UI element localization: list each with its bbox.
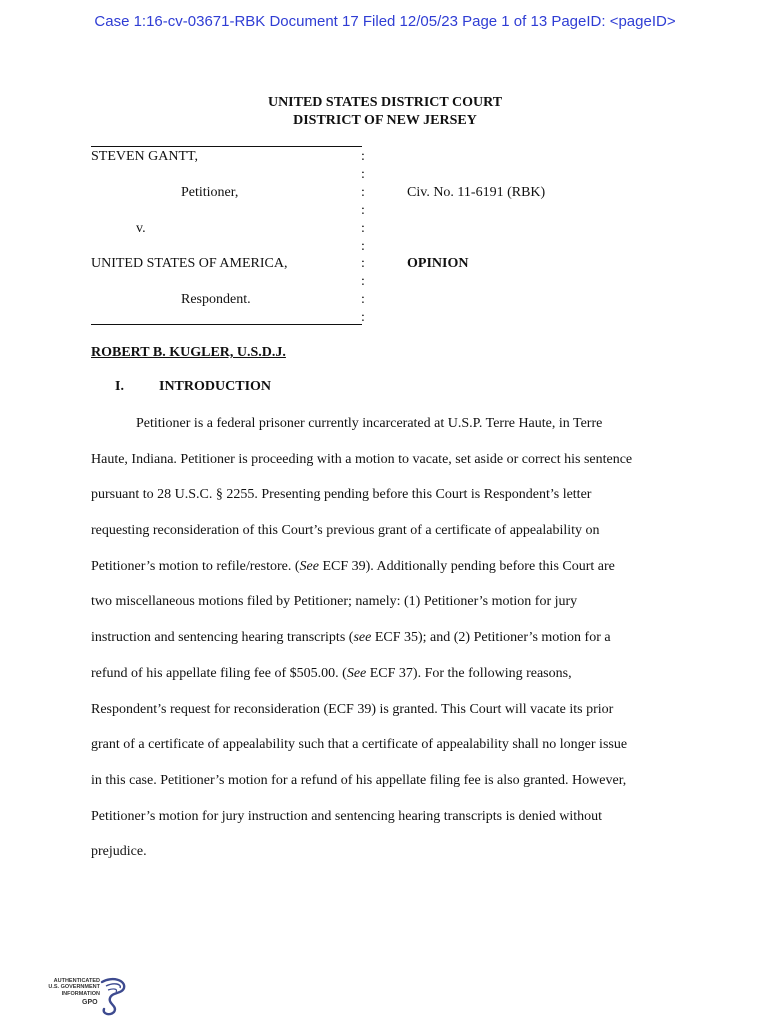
caption-colon: : [361, 203, 365, 218]
seal-line: INFORMATION [61, 990, 100, 997]
civil-number: Civ. No. 11-6191 (RBK) [407, 185, 546, 200]
body-line: grant of a certificate of appealability such that a certificate of appealability shall no longer issue [91, 737, 628, 753]
document-type: OPINION [407, 256, 469, 271]
section-title: INTRODUCTION [159, 379, 272, 394]
body-line: Respondent’s request for reconsideration (ECF 39) is granted. This Court will vacate its prior [91, 701, 614, 717]
body-line: Petitioner’s motion to refile/restore. (See ECF 39). Additionally pending before this Court are [91, 558, 615, 574]
court-district: DISTRICT OF NEW JERSEY [293, 113, 477, 128]
petitioner-name: STEVEN GANTT, [91, 149, 199, 164]
court-name: UNITED STATES DISTRICT COURT [267, 95, 503, 110]
seal-text [44, 978, 100, 997]
body-line: prejudice. [91, 844, 147, 860]
gpo-authentication-seal [44, 976, 134, 1016]
body-line: refund of his appellate filing fee of $505.00. (See ECF 37). For the following reasons, [91, 665, 572, 681]
caption-colon: : [361, 292, 365, 307]
body-line: Petitioner’s motion for jury instruction and sentencing hearing transcripts is denied without [91, 808, 603, 824]
caption-colon: : [361, 274, 365, 289]
caption-colon: : [361, 221, 365, 236]
caption-top-rule [91, 146, 362, 147]
eagle-icon [96, 976, 130, 1016]
opinion-body [91, 414, 681, 878]
judge-name: ROBERT B. KUGLER, U.S.D.J. [91, 345, 286, 360]
respondent-name: UNITED STATES OF AMERICA, [91, 256, 288, 271]
body-line: requesting reconsideration of this Court’s previous grant of a certificate of appealability on [91, 523, 600, 539]
versus: v. [136, 221, 146, 236]
caption-colon: : [361, 256, 365, 271]
respondent-role: Respondent. [181, 292, 251, 307]
caption-colon: : [361, 167, 365, 182]
court-title [0, 94, 770, 130]
body-line: in this case. Petitioner’s motion for a refund of his appellate filing fee is also granted. However, [91, 772, 627, 788]
caption-colon: : [361, 185, 365, 200]
body-line: Haute, Indiana. Petitioner is proceeding with a motion to vacate, set aside or correct his sentence [91, 451, 633, 467]
body-line: two miscellaneous motions filed by Petitioner; namely: (1) Petitioner’s motion for jury [91, 594, 578, 610]
seal-line: AUTHENTICATED [53, 978, 100, 984]
caption-colon: : [361, 310, 365, 325]
section-number: I. [115, 379, 124, 394]
seal-line: U.S. GOVERNMENT [48, 984, 100, 991]
body-line: pursuant to 28 U.S.C. § 2255. Presenting pending before this Court is Respondent’s letter [91, 487, 592, 503]
gpo-label: GPO [82, 999, 98, 1006]
caption-bottom-rule [91, 324, 362, 325]
caption-colon: : [361, 149, 365, 164]
petitioner-role: Petitioner, [181, 185, 239, 200]
body-line: instruction and sentencing hearing transcripts (see ECF 35); and (2) Petitioner’s motion for a [91, 630, 611, 646]
case-header: Case 1:16-cv-03671-RBK Document 17 Filed 12/05/23 Page 1 of 13 PageID: <pageID> [94, 13, 676, 30]
caption-colon: : [361, 239, 365, 254]
body-line: Petitioner is a federal prisoner currently incarcerated at U.S.P. Terre Haute, in Terre [136, 416, 603, 431]
section-heading [115, 379, 271, 395]
